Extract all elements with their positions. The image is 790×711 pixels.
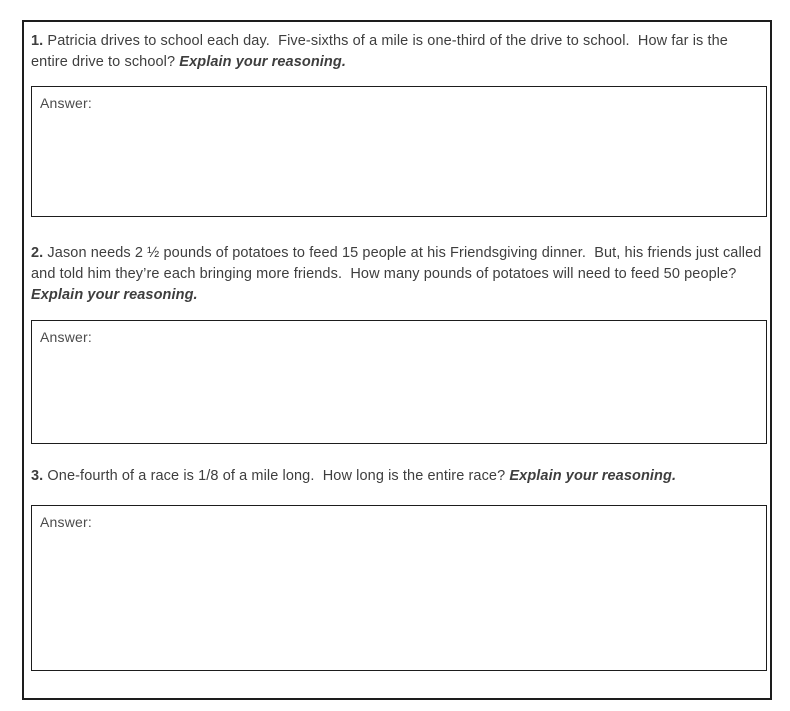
worksheet-page — [22, 20, 772, 700]
problem-1-emphasis: Explain your reasoning. — [179, 54, 346, 70]
problem-3-number: 3. — [31, 468, 44, 484]
problem-2-emphasis: Explain your reasoning. — [31, 287, 198, 303]
answer-label-2: Answer: — [40, 329, 92, 345]
problem-3-body: One-fourth of a race is 1/8 of a mile long. How long is the entire race? — [43, 468, 510, 484]
problem-1-number: 1. — [31, 33, 44, 49]
problem-3-text — [31, 466, 765, 487]
answer-box-3[interactable] — [31, 505, 767, 671]
answer-label-3: Answer: — [40, 514, 92, 530]
problem-1-text — [31, 31, 765, 73]
answer-label-1: Answer: — [40, 95, 92, 111]
problem-1-body: Patricia drives to school each day. Five-sixths of a mile is one-third of the drive to school. How far is the entire drive to school? — [31, 33, 733, 70]
problem-2-text — [31, 243, 765, 306]
answer-box-1[interactable] — [31, 86, 767, 217]
answer-box-2[interactable] — [31, 320, 767, 444]
problem-2-body: Jason needs 2 ½ pounds of potatoes to feed 15 people at his Friendsgiving dinner. But, his friends just called and told him they’re each bringing more friends. How many pounds of potatoes will need to feed 50 people? — [31, 245, 766, 282]
problem-2-number: 2. — [31, 245, 44, 261]
problem-3-emphasis: Explain your reasoning. — [509, 468, 677, 484]
